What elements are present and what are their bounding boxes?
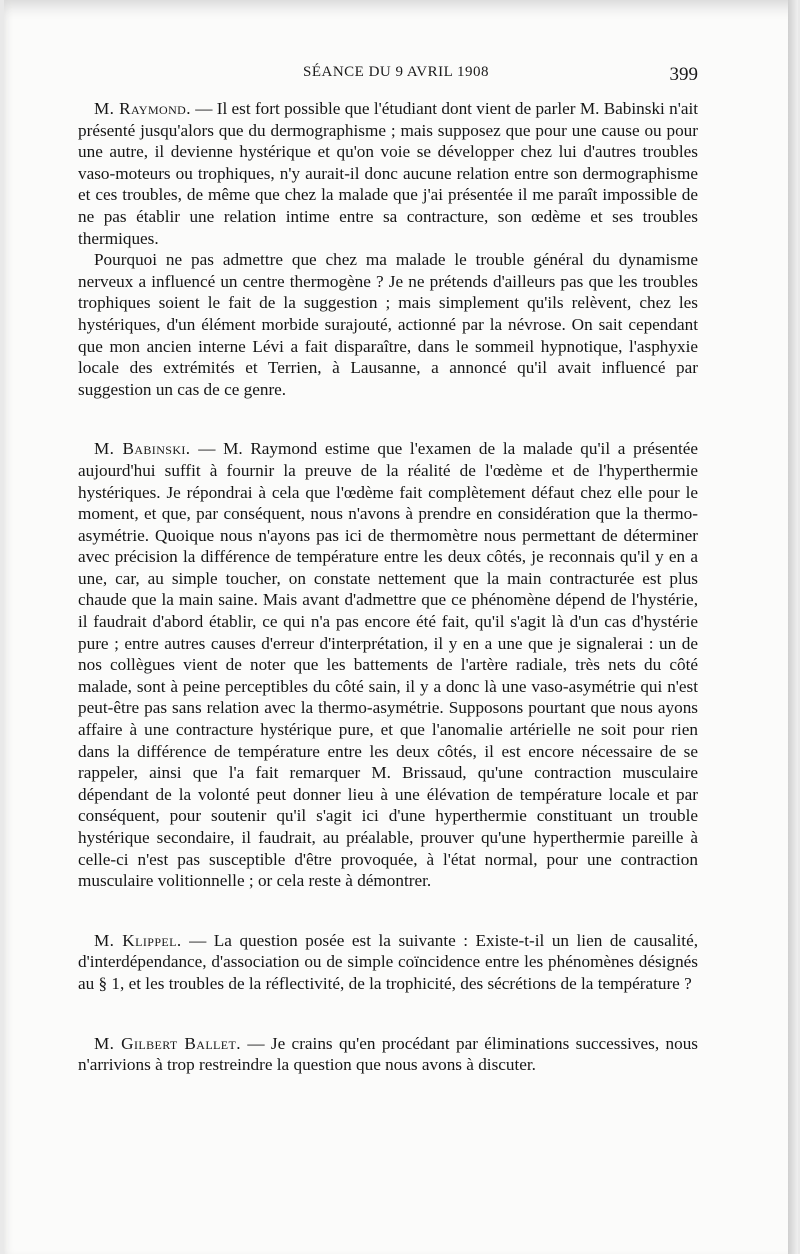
speaker-name: M. Raymond.: [94, 99, 191, 118]
page-number: 399: [669, 64, 698, 85]
speaker-name: M. Babinski.: [94, 439, 191, 459]
paragraph-raymond-1: [78, 98, 698, 249]
body-text: [78, 98, 698, 1076]
paragraph-text: — Il est fort possible que l'étudiant dont vient de parler M. Babinski n'ait présenté jusqu'alors que du dermographisme ; mais supposez que pour une cause ou pour une autre, il devienne hystérique et qu'on voie se développer chez lui d'autres troubles vaso-moteurs ou trophiques, n'y aurait-il donc aucune relation entre son dermographisme et ces troubles, de même que chez la malade que j'ai présentée il me paraît impossible de ne pas établir une relation intime entre sa contracture, son œdème et ses troubles thermiques.: [78, 99, 698, 248]
paragraph-raymond-2: [78, 249, 698, 400]
speaker-name: M. Gilbert Ballet.: [94, 1033, 241, 1053]
book-page: [4, 0, 794, 1254]
running-head: [94, 64, 698, 90]
paragraph-klippel: [78, 930, 698, 995]
paragraph-text: — Je crains qu'en procédant par éliminations successives, nous n'arrivions à trop restreindre la question que nous avons à discuter.: [78, 1033, 698, 1075]
paragraph-babinski: [78, 438, 698, 891]
paragraph-text: Pourquoi ne pas admettre que chez ma malade le trouble général du dynamisme nerveux a influencé un centre thermogène ? Je ne prétends d'ailleurs pas que les troubles trophiques soient le fait de la suggestion ; mais simplement qu'ils relèvent, chez les hystériques, d'un élément morbide surajouté, actionné par la névrose. On sait cependant que mon ancien interne Lévi a fait disparaître, dans le sommeil hypnotique, l'asphyxie locale des extrémités et Terrien, à Lausanne, a annoncé qu'il avait influencé par suggestion un cas de ce genre.: [78, 250, 698, 399]
paragraph-gilbert-ballet: [78, 1033, 698, 1076]
paragraph-text: — M. Raymond estime que l'examen de la malade qu'il a présentée aujourd'hui suffit à fournir la preuve de la réalité de l'œdème et de l'hyperthermie hystériques. Je répondrai à cela que l'œdème fait complètement défaut chez elle pour le moment, et que, par conséquent, nous n'avons à prendre en considération que la thermo-asymétrie. Quoique nous n'ayons pas ici de thermomètre nous permettant de déterminer avec précision la différence de température entre les deux côtés, je reconnais qu'il y en a une, car, au simple toucher, on constate nettement que la main contracturée est plus chaude que la main saine. Mais avant d'admettre que ce phénomène dépend de l'hystérie, il faudrait d'abord établir, ce qui n'a pas encore été fait, qu'il s'agit là d'un cas d'hystérie pure ; entre autres causes d'erreur d'interprétation, il y en a une que je signalerai : un de nos collègues vient de noter que les battements de l'artère radiale, très nets du côté malade, sont à peine perceptibles du côté sain, il y a donc là une vaso-asymétrie qui n'est peut-être pas sans relation avec la thermo-asymétrie. Supposons pourtant que nous ayons affaire à une contracture hystérique pure, et que l'anomalie artérielle ne soit pour rien dans la différence de température entre les deux côtés, il est encore nécessaire de se rappeler, ainsi que l'a fait remarquer M. Brissaud, qu'une contraction musculaire dépendant de la volonté peut donner lieu à une élévation de température locale et par conséquent, pour soutenir qu'il s'agit ici d'une hyperthermie constituant un trouble hystérique secondaire, il faudrait, au préalable, prouver qu'une hyperthermie pareille à celle-ci n'est pas susceptible d'être provoquée, à l'état normal, pour une contraction musculaire volitionnelle ; or cela reste à démontrer.: [78, 439, 698, 891]
paragraph-text: — La question posée est la suivante : Existe-t-il un lien de causalité, d'interdépendance, d'association ou de simple coïncidence entre les phénomènes désignés au § 1, et les troubles de la réflectivité, de la trophicité, des sécrétions de la température ?: [78, 930, 699, 993]
speaker-name: M. Klippel.: [94, 930, 182, 950]
running-title: SÉANCE DU 9 AVRIL 1908: [302, 64, 489, 80]
